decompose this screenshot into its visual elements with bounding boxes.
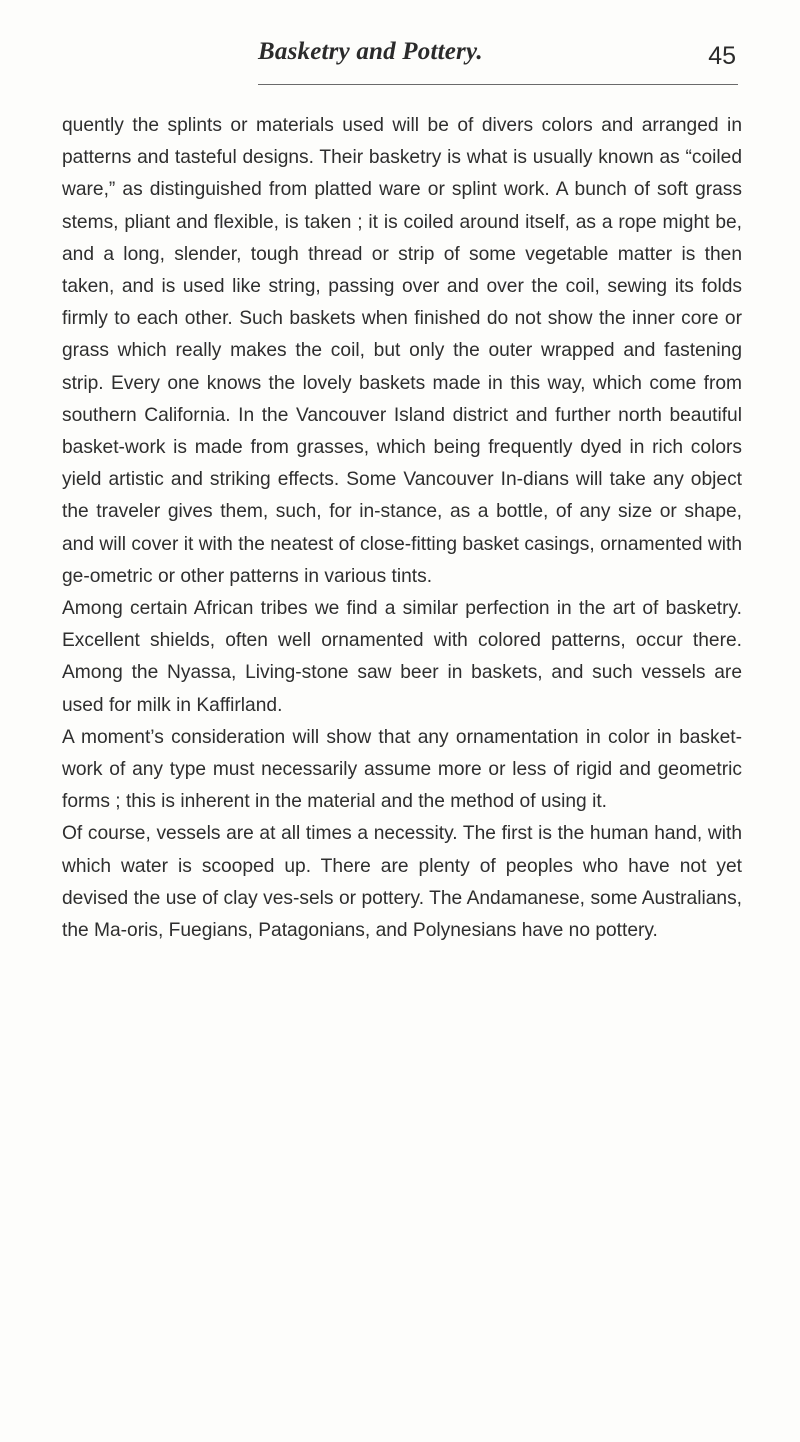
running-title: Basketry and Pottery. — [258, 38, 483, 65]
paragraph-ornamentation: A moment’s consideration will show that any ornamentation in color in basket-work of any type must necessarily assume more or less of rigid and geometric forms ; this is inherent in the material and the method of using it. — [62, 726, 742, 813]
paragraph-basketry-coiled-ware: quently the splints or materials used will be of divers colors and arranged in patterns and tasteful designs. Their basketry is what is usually known as “coiled ware,” as distinguished from platted ware or splint work. A bunch of soft grass stems, pliant and flexible, is taken ; it is coiled around itself, as a rope might be, and a long, slender, tough thread or strip of some vegetable matter is then taken, and is used like string, passing over and over the coil, sewing its folds firmly to each other. Such baskets when finished do not show the inner core or grass which really makes the coil, but only the outer wrapped and fastening strip. Every one knows the lovely baskets made in this way, which come from southern California. In the Vancouver Island district and further north beautiful basket-work is made from grasses, which being frequently dyed in rich colors yield artistic and striking effects. Some Vancouver In-dians will take any object the traveler gives them, such, for in-stance, as a bottle, of any size or shape, and will cover it with the neatest of close-fitting basket casings, ornamented with ge-ometric or other patterns in various tints. — [62, 115, 742, 587]
page-number: 45 — [708, 42, 736, 70]
body-text — [62, 110, 742, 947]
header-rule — [258, 84, 738, 85]
paragraph-vessels-pottery: Of course, vessels are at all times a necessity. The first is the human hand, with which water is scooped up. There are plenty of peoples who have not yet devised the use of clay ves-sels or pottery. The Andamanese, some Australians, the Ma-oris, Fuegians, Patagonians, and Polynesians have no pottery. — [62, 823, 742, 942]
running-head — [258, 38, 738, 78]
paragraph-african-basketry: Among certain African tribes we find a similar perfection in the art of basketry. Excellent shields, often well ornamented with colored patterns, occur there. Among the Nyassa, Living-stone saw beer in baskets, and such vessels are used for milk in Kaffirland. — [62, 598, 742, 716]
